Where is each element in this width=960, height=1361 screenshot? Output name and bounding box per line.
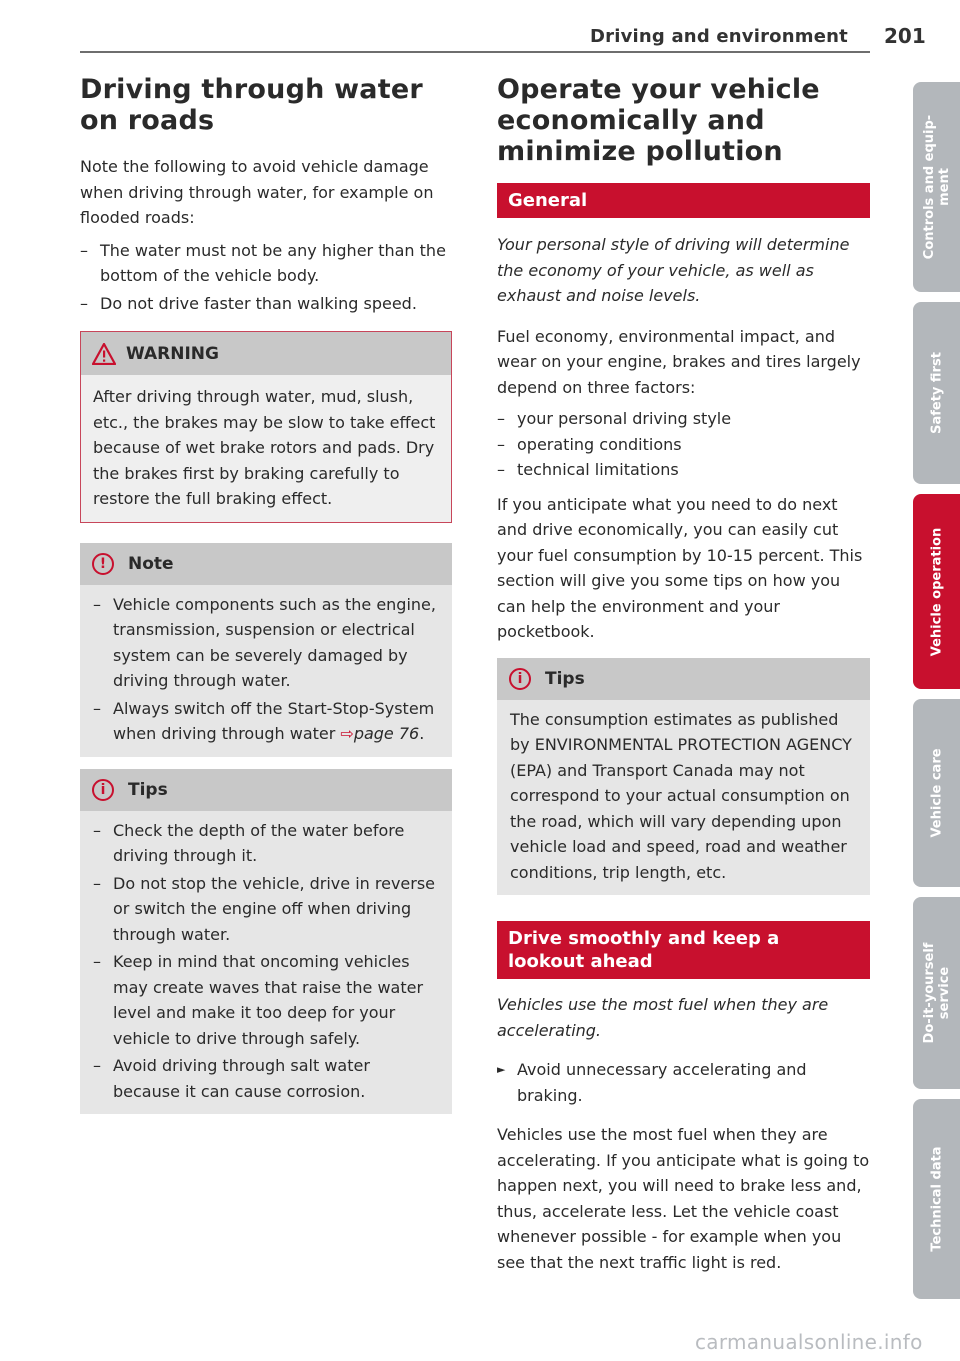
section-bar-drive-smoothly: Drive smoothly and keep a lookout ahead <box>497 921 870 979</box>
action-text: Avoid unnecessary accelerating and braking. <box>517 1060 807 1105</box>
list-item: – Vehicle components such as the engine, transmission, suspension or electrical system can be severely damaged by driving through water. <box>93 592 439 694</box>
tips-header <box>80 769 452 811</box>
list-item: – Check the depth of the water before driving through it. <box>93 818 439 869</box>
tips-box-right <box>497 658 870 896</box>
tab-label: Vehicle care <box>929 748 944 838</box>
list-item: – Do not drive faster than walking speed. <box>80 291 452 317</box>
tab-label: Safety first <box>929 352 944 434</box>
running-header-title: Driving and environment <box>590 26 848 47</box>
warning-label: WARNING <box>126 343 219 364</box>
list-item: – Avoid driving through salt water because it can cause corrosion. <box>93 1053 439 1104</box>
tips-box <box>80 769 452 1115</box>
left-column <box>80 74 452 1114</box>
note-box <box>80 543 452 757</box>
tips-body <box>80 811 452 1115</box>
note-body <box>80 585 452 757</box>
tips-header <box>497 658 870 700</box>
right-column <box>497 74 870 1275</box>
tips-text: The consumption estimates as published by ENVIRONMENTAL PROTECTION AGENCY (EPA) and Transport Canada may not correspond to your actual consumption on the road, which will vary depending upon vehicle load and speed, road and weather conditions, trip length, etc. <box>510 709 852 882</box>
action-step <box>497 1057 870 1108</box>
tab-do-it-yourself-service[interactable] <box>913 897 960 1089</box>
factors-list <box>497 406 870 483</box>
smooth-body: Vehicles use the most fuel when they are accelerating. If you anticipate what is going to happen next, you will need to brake less and, thus, accelerate less. Let the vehicle coast whenever possible - for example when you see that the next traffic light is red. <box>497 1125 870 1272</box>
general-intro: Your personal style of driving will determine the economy of your vehicle, as well as exhaust and noise levels. <box>497 235 850 305</box>
tab-label: Do-it-yourself service <box>921 942 952 1044</box>
exclamation-circle-icon: ! <box>92 553 114 575</box>
tab-vehicle-care[interactable] <box>913 699 960 887</box>
tab-label: Vehicle operation <box>929 527 944 656</box>
section-bar-general: General <box>497 183 870 218</box>
factors-paragraph: Fuel economy, environmental impact, and wear on your engine, brakes and tires largely depend on three factors: <box>497 326 861 397</box>
triangle-bullet-icon: ► <box>497 1063 506 1076</box>
info-circle-icon: i <box>92 779 114 801</box>
note-list <box>93 592 439 747</box>
note-item-text: Always switch off the Start-Stop-System when driving through water <box>113 698 435 743</box>
tab-vehicle-operation[interactable] <box>913 494 960 689</box>
warning-text: After driving through water, mud, slush, etc., the brakes may be slow to take effect because of wet brake rotors and pads. Dry the brakes first by braking carefully to restore the full braking effect. <box>93 387 436 508</box>
section-heading-driving-through-water: Driving through water on roads <box>80 74 423 136</box>
warning-body <box>81 375 451 522</box>
warning-triangle-icon <box>92 343 116 365</box>
arrow-right-icon: ⇨ <box>340 724 354 743</box>
list-item <box>93 696 439 747</box>
watermark-text: carmanualsonline.info <box>695 1330 923 1354</box>
section-heading-operate-economically: Operate your vehicle economically and minimize pollution <box>497 74 820 167</box>
tips-label: Tips <box>545 668 585 689</box>
tips-body <box>497 700 870 896</box>
precaution-list <box>80 238 452 317</box>
page-link[interactable]: page 76 <box>353 724 420 743</box>
warning-header <box>81 332 451 375</box>
note-label: Note <box>128 553 174 574</box>
header-rule <box>80 51 870 53</box>
anticipate-paragraph: If you anticipate what you need to do next and drive economically, you can easily cut your fuel consumption by 10-15 percent. This section will give you some tips on how you can help the environment and your pocketbook. <box>497 494 863 641</box>
intro-paragraph: Note the following to avoid vehicle damage when driving through water, for example on flooded roads: <box>80 157 434 227</box>
list-item: – technical limitations <box>497 457 870 483</box>
tips-list <box>93 818 439 1105</box>
list-item: – The water must not be any higher than the bottom of the vehicle body. <box>80 238 452 289</box>
list-item: – your personal driving style <box>497 406 870 432</box>
tab-label: Technical data <box>929 1146 944 1252</box>
tab-label: Controls and equip- ment <box>921 114 952 260</box>
list-item: – operating conditions <box>497 432 870 458</box>
link-suffix: . <box>419 724 425 743</box>
list-item: – Keep in mind that oncoming vehicles may create waves that raise the water level and make it too deep for your vehicle to drive through safely. <box>93 949 439 1051</box>
info-circle-icon: i <box>509 668 531 690</box>
tab-safety-first[interactable] <box>913 302 960 484</box>
tips-label: Tips <box>128 779 168 800</box>
tab-controls-and-equipment[interactable] <box>913 82 960 292</box>
page-number: 201 <box>884 24 926 48</box>
list-item: – Do not stop the vehicle, drive in reverse or switch the engine off when driving through water. <box>93 871 439 948</box>
note-header <box>80 543 452 585</box>
warning-box <box>80 331 452 523</box>
smooth-intro: Vehicles use the most fuel when they are accelerating. <box>497 995 829 1040</box>
tab-technical-data[interactable] <box>913 1099 960 1299</box>
